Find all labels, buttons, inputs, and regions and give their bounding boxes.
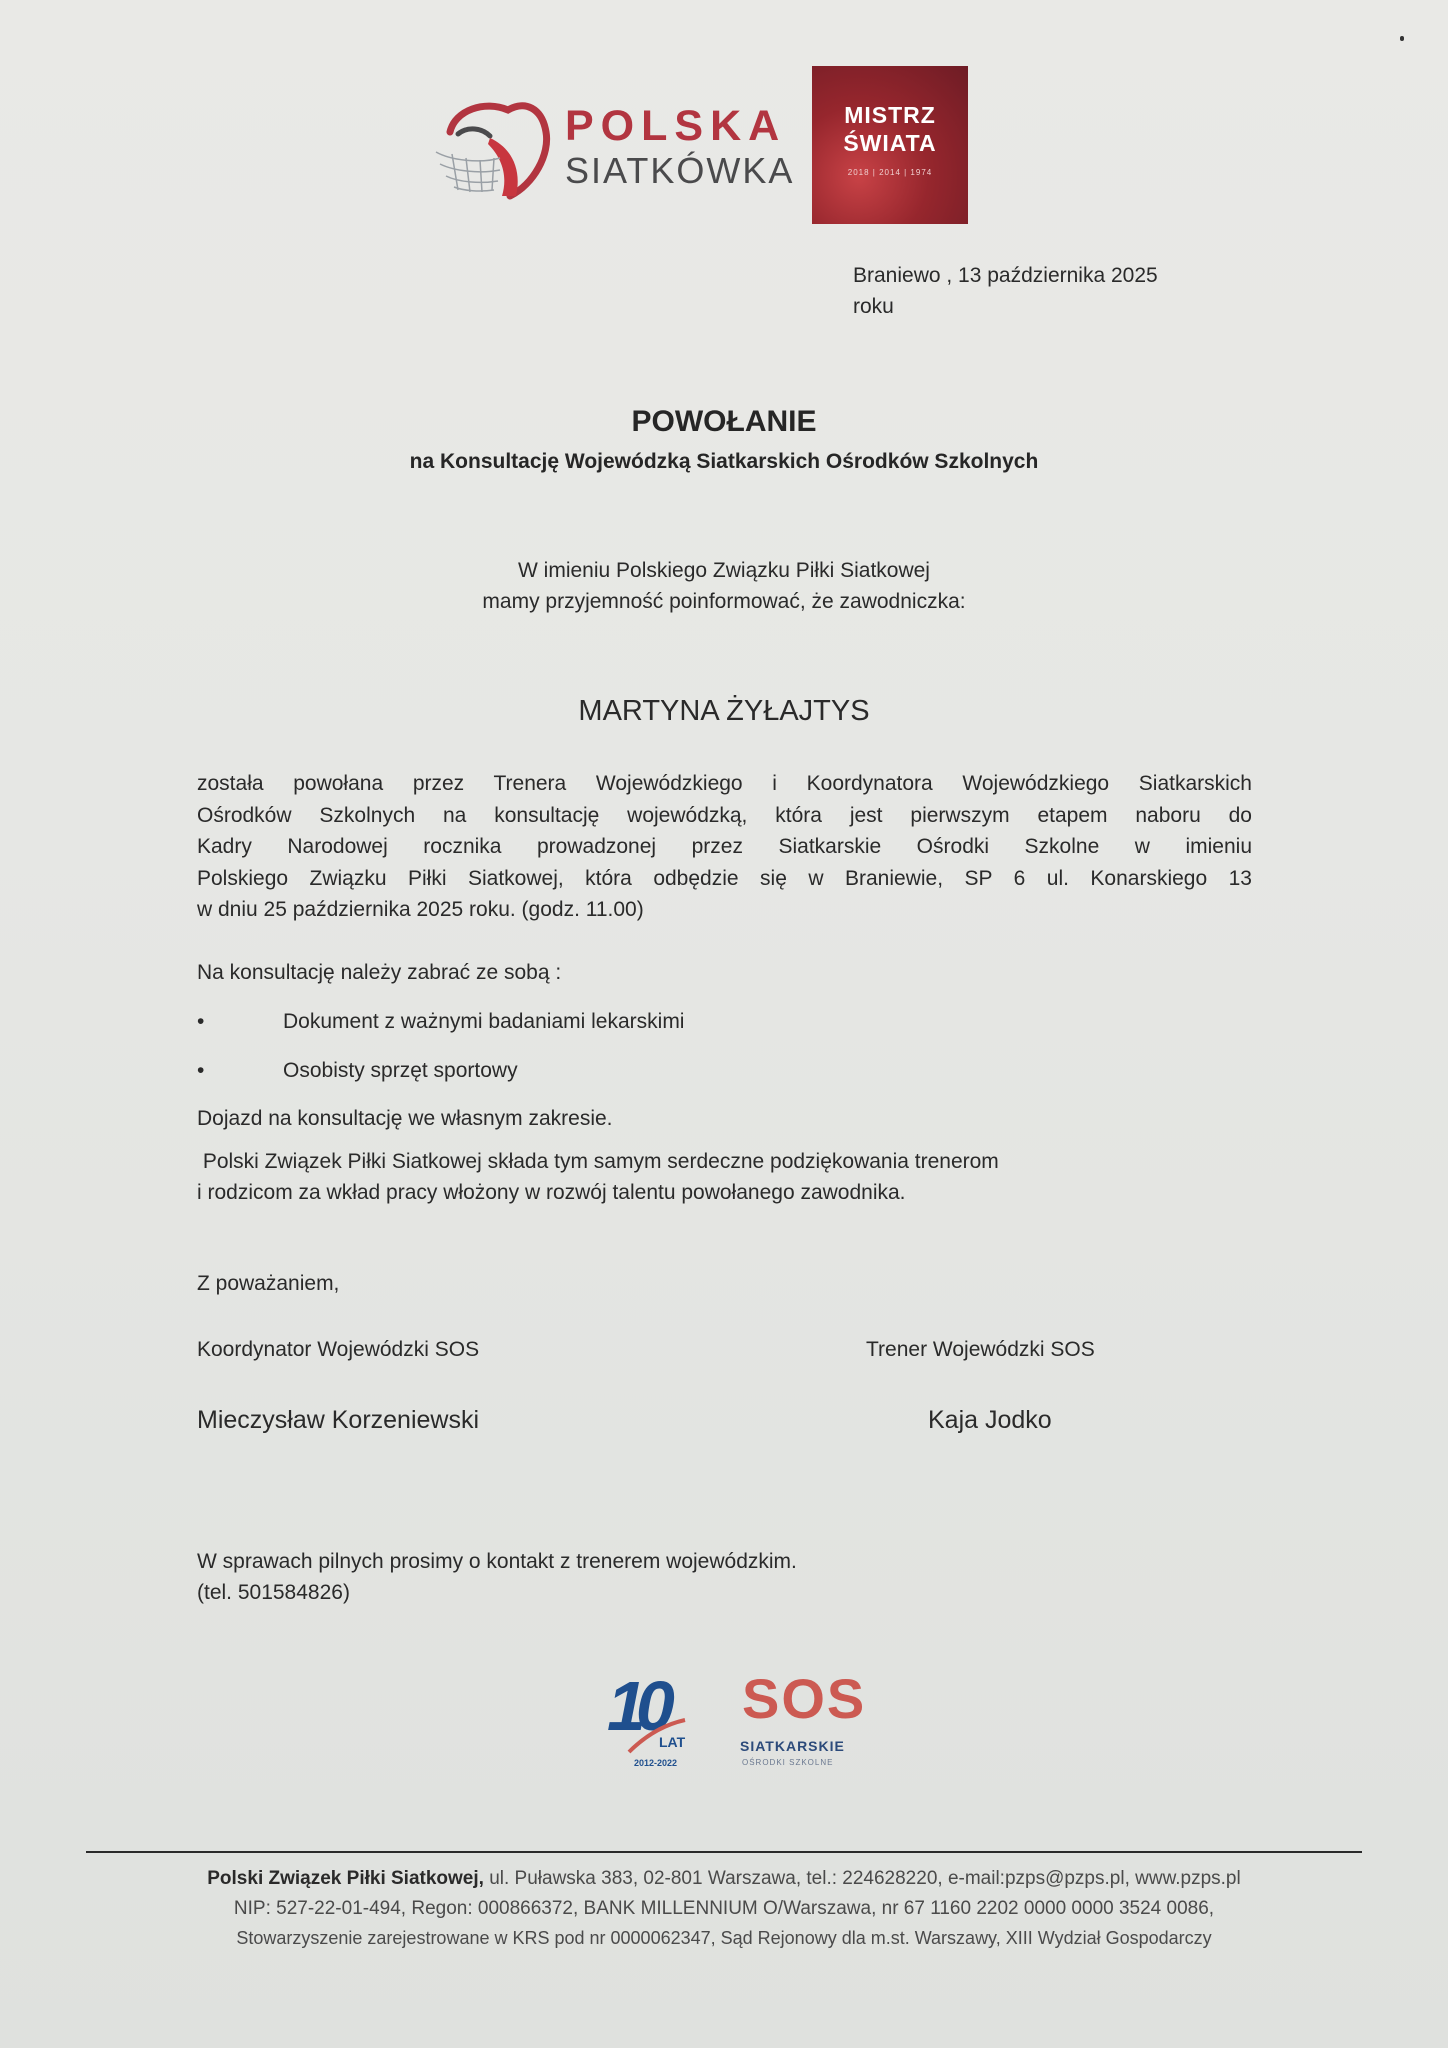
body-line: Ośrodków Szkolnych na konsultację wojewódzką, która jest pierwszym etapem naboru do xyxy=(197,803,1252,827)
footer-divider xyxy=(86,1851,1362,1853)
footer-org-name: Polski Związek Piłki Siatkowej, xyxy=(207,1868,484,1889)
urgent-contact xyxy=(197,1546,797,1608)
badge-line1: MISTRZ xyxy=(844,102,936,128)
document-title: POWOŁANIE xyxy=(631,405,817,438)
footer-line1 xyxy=(0,1868,1448,1890)
body-line: w dniu 25 października 2025 roku. (godz. 11.00) xyxy=(197,898,644,921)
thanks-line1: Polski Związek Piłki Siatkowej składa tym samym serdeczne podziękowania trenerom xyxy=(197,1150,999,1173)
bullet-icon: • xyxy=(197,1059,205,1082)
brand-name-line1: POLSKA xyxy=(565,102,787,150)
sos-logo xyxy=(732,1667,882,1782)
footer-line2: NIP: 527-22-01-494, Regon: 000866372, BANK MILLENNIUM O/Warszawa, nr 67 1160 2202 0000 0000 3524 0086, xyxy=(233,1898,1215,1919)
signatory-name-coach: Kaja Jodko xyxy=(928,1406,1052,1434)
badge-line2: ŚWIATA xyxy=(843,130,937,156)
urgent-line1: W sprawach pilnych prosimy o kontakt z trenerem wojewódzkim. xyxy=(197,1550,797,1573)
footer-address: ul. Puławska 383, 02-801 Warszawa, tel.: 224628220, e-mail:pzps@pzps.pl, www.pzps.pl xyxy=(483,1868,1241,1889)
sos-line2: OŚRODKI SZKOLNE xyxy=(742,1758,834,1767)
document-subtitle: na Konsultację Wojewódzką Siatkarskich Ośrodków Szkolnych xyxy=(409,450,1039,473)
intro-text xyxy=(0,555,1448,617)
place-date-line2: roku xyxy=(853,295,894,318)
list-item-label: Osobisty sprzęt sportowy xyxy=(283,1059,518,1082)
intro-line2: mamy przyjemność poinformować, że zawodniczka: xyxy=(482,590,966,613)
urgent-phone: (tel. 501584826) xyxy=(197,1581,350,1604)
footer-line3: Stowarzyszenie zarejestrowane w KRS pod nr 0000062347, Sąd Rejonowy dla m.st. Warszawy, XIII Wydział Gospodarczy xyxy=(236,1928,1212,1948)
anniversary-number: 10 xyxy=(607,1667,665,1745)
signatory-role-coach: Trener Wojewódzki SOS xyxy=(866,1338,1095,1361)
signatory-role-coordinator: Koordynator Wojewódzki SOS xyxy=(197,1338,480,1361)
anniversary-years: 2012-2022 xyxy=(634,1758,678,1768)
polska-siatkowka-logo xyxy=(430,92,795,202)
athlete-name: MARTYNA ŻYŁAJTYS xyxy=(578,695,870,727)
scan-speck xyxy=(1400,36,1404,41)
closing: Z poważaniem, xyxy=(197,1272,340,1295)
body-paragraph xyxy=(197,768,1252,926)
thanks-line2: i rodzicom za wkład pracy włożony w rozwój talentu powołanego zawodnika. xyxy=(197,1181,906,1204)
place-date-line1: Braniewo , 13 października 2025 xyxy=(853,264,1158,287)
place-date xyxy=(853,260,1273,322)
thanks-paragraph xyxy=(197,1146,1197,1208)
bullet-icon: • xyxy=(197,1010,205,1033)
travel-note: Dojazd na konsultację we własnym zakresie. xyxy=(197,1107,613,1130)
anniversary-word: LAT xyxy=(659,1734,686,1750)
brand-name-line2: SIATKÓWKA xyxy=(565,150,795,191)
list-item-label: Dokument z ważnymi badaniami lekarskimi xyxy=(283,1010,685,1033)
eagle-volleyball-icon xyxy=(430,92,555,202)
sos-line1: SIATKARSKIE xyxy=(740,1738,845,1754)
bottom-logos xyxy=(607,1667,877,1782)
body-line: została powołana przez Trenera Wojewódzkiego i Koordynatora Wojewódzkiego Siatkarskich xyxy=(197,772,1252,795)
badge-years: 2018 | 2014 | 1974 xyxy=(847,168,933,177)
body-line: Kadry Narodowej rocznika prowadzonej przez Siatkarskie Ośrodki Szkolne w imieniu xyxy=(197,835,1252,858)
world-champion-badge xyxy=(812,66,968,224)
signatory-name-coordinator: Mieczysław Korzeniewski xyxy=(197,1406,480,1434)
bring-heading: Na konsultację należy zabrać ze sobą : xyxy=(197,961,562,984)
sos-mark: SOS xyxy=(742,1667,867,1730)
ten-years-logo xyxy=(607,1667,707,1782)
intro-line1: W imieniu Polskiego Związku Piłki Siatkowej xyxy=(518,559,930,582)
body-line: Polskiego Związku Piłki Siatkowej, która odbędzie się w Braniewie, SP 6 ul. Konarskiego 13 xyxy=(197,866,1252,890)
